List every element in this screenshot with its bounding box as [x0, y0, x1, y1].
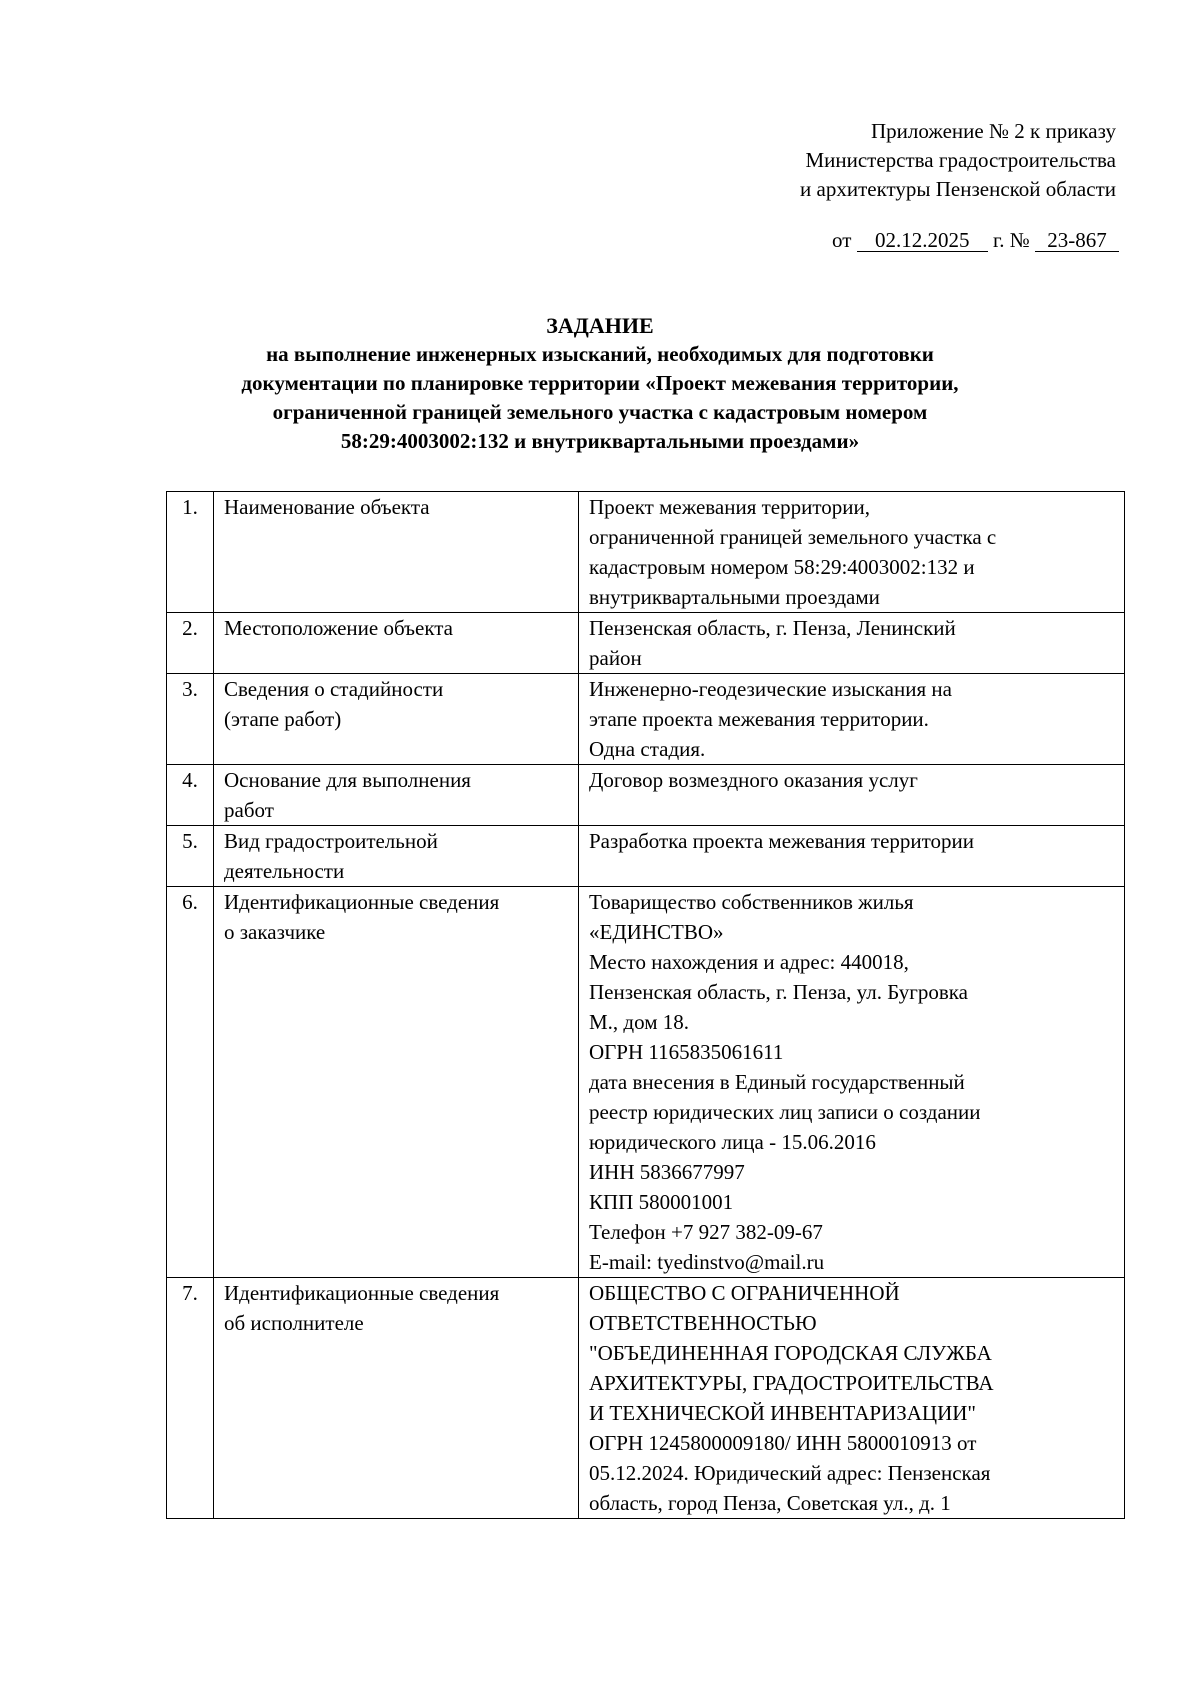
- label-line: деятельности: [224, 859, 345, 883]
- label-line: (этапе работ): [224, 707, 342, 731]
- row-label: [214, 1278, 579, 1519]
- value-line: Одна стадия.: [589, 737, 706, 761]
- table-row: [167, 826, 1125, 887]
- table-row: [167, 1278, 1125, 1519]
- value-line: ограниченной границей земельного участка с: [589, 525, 997, 549]
- row-number: 6.: [167, 887, 214, 1278]
- row-number: 2.: [167, 613, 214, 674]
- value-line: E-mail: tyedinstvo@mail.ru: [589, 1250, 825, 1274]
- value-line: Пензенская область, г. Пенза, ул. Бугровка: [589, 980, 968, 1004]
- row-number: 7.: [167, 1278, 214, 1519]
- label-line: об исполнителе: [224, 1311, 364, 1335]
- order-date: 02.12.2025: [857, 229, 988, 252]
- row-value: [579, 826, 1125, 887]
- label-line: Местоположение объекта: [224, 616, 454, 640]
- value-line: ОГРН 1245800009180/ ИНН 5800010913 от: [589, 1431, 977, 1455]
- value-line: этапе проекта межевания территории.: [589, 707, 929, 731]
- value-line: «ЕДИНСТВО»: [589, 920, 724, 944]
- title-subtitle-line: на выполнение инженерных изысканий, необходимых для подготовки: [266, 342, 934, 366]
- row-number: 1.: [167, 492, 214, 613]
- label-line: Сведения о стадийности: [224, 677, 444, 701]
- label-line: Вид градостроительной: [224, 829, 438, 853]
- order-reference: [832, 226, 1119, 255]
- row-number: 5.: [167, 826, 214, 887]
- order-year-suffix: г.: [992, 228, 1005, 252]
- document-title: [150, 311, 1050, 456]
- row-value: [579, 765, 1125, 826]
- value-line: Пензенская область, г. Пенза, Ленинский: [589, 616, 956, 640]
- value-line: Договор возмездного оказания услуг: [589, 768, 918, 792]
- table-row: [167, 765, 1125, 826]
- value-line: 05.12.2024. Юридический адрес: Пензенская: [589, 1461, 991, 1485]
- value-line: Проект межевания территории,: [589, 495, 870, 519]
- order-prefix: от: [832, 228, 852, 252]
- row-label: [214, 887, 579, 1278]
- value-line: Разработка проекта межевания территории: [589, 829, 975, 853]
- value-line: ОГРН 1165835061611: [589, 1040, 784, 1064]
- table-row: [167, 613, 1125, 674]
- title-main: ЗАДАНИЕ: [546, 313, 654, 338]
- label-line: Наименование объекта: [224, 495, 430, 519]
- row-label: [214, 765, 579, 826]
- row-value: [579, 492, 1125, 613]
- table-row: [167, 887, 1125, 1278]
- row-value: [579, 1278, 1125, 1519]
- task-table: [166, 491, 1125, 1519]
- row-number: 4.: [167, 765, 214, 826]
- value-line: Телефон +7 927 382-09-67: [589, 1220, 823, 1244]
- value-line: Место нахождения и адрес: 440018,: [589, 950, 909, 974]
- value-line: реестр юридических лиц записи о создании: [589, 1100, 981, 1124]
- value-line: ОБЩЕСТВО С ОГРАНИЧЕННОЙ: [589, 1281, 900, 1305]
- label-line: Идентификационные сведения: [224, 890, 500, 914]
- row-label: [214, 613, 579, 674]
- row-value: [579, 674, 1125, 765]
- value-line: район: [589, 646, 642, 670]
- order-number: 23-867: [1035, 229, 1119, 252]
- value-line: дата внесения в Единый государственный: [589, 1070, 965, 1094]
- value-line: М., дом 18.: [589, 1010, 689, 1034]
- table-row: [167, 492, 1125, 613]
- appendix-note: [800, 117, 1116, 204]
- value-line: область, город Пенза, Советская ул., д. 1: [589, 1491, 951, 1515]
- value-line: ИНН 5836677997: [589, 1160, 745, 1184]
- row-label: [214, 826, 579, 887]
- row-label: [214, 674, 579, 765]
- title-subtitle-line: документации по планировке территории «Проект межевания территории,: [241, 371, 959, 395]
- value-line: кадастровым номером 58:29:4003002:132 и: [589, 555, 975, 579]
- row-value: [579, 613, 1125, 674]
- value-line: И ТЕХНИЧЕСКОЙ ИНВЕНТАРИЗАЦИИ": [589, 1401, 976, 1425]
- value-line: Товарищество собственников жилья: [589, 890, 914, 914]
- label-line: о заказчике: [224, 920, 326, 944]
- title-subtitle-line: ограниченной границей земельного участка с кадастровым номером: [272, 400, 928, 424]
- value-line: КПП 580001001: [589, 1190, 734, 1214]
- appendix-line: Министерства градостроительства: [805, 148, 1116, 172]
- label-line: Основание для выполнения: [224, 768, 471, 792]
- value-line: Инженерно-геодезические изыскания на: [589, 677, 952, 701]
- value-line: "ОБЪЕДИНЕННАЯ ГОРОДСКАЯ СЛУЖБА: [589, 1341, 992, 1365]
- title-subtitle-line: 58:29:4003002:132 и внутриквартальными проездами»: [340, 429, 860, 453]
- row-label: [214, 492, 579, 613]
- value-line: АРХИТЕКТУРЫ, ГРАДОСТРОИТЕЛЬСТВА: [589, 1371, 994, 1395]
- label-line: работ: [224, 798, 274, 822]
- appendix-line: Приложение № 2 к приказу: [871, 119, 1116, 143]
- appendix-line: и архитектуры Пензенской области: [800, 177, 1116, 201]
- value-line: внутриквартальными проездами: [589, 585, 880, 609]
- value-line: юридического лица - 15.06.2016: [589, 1130, 876, 1154]
- order-number-sign: №: [1009, 228, 1030, 252]
- row-number: 3.: [167, 674, 214, 765]
- value-line: ОТВЕТСТВЕННОСТЬЮ: [589, 1311, 817, 1335]
- label-line: Идентификационные сведения: [224, 1281, 500, 1305]
- row-value: [579, 887, 1125, 1278]
- table-row: [167, 674, 1125, 765]
